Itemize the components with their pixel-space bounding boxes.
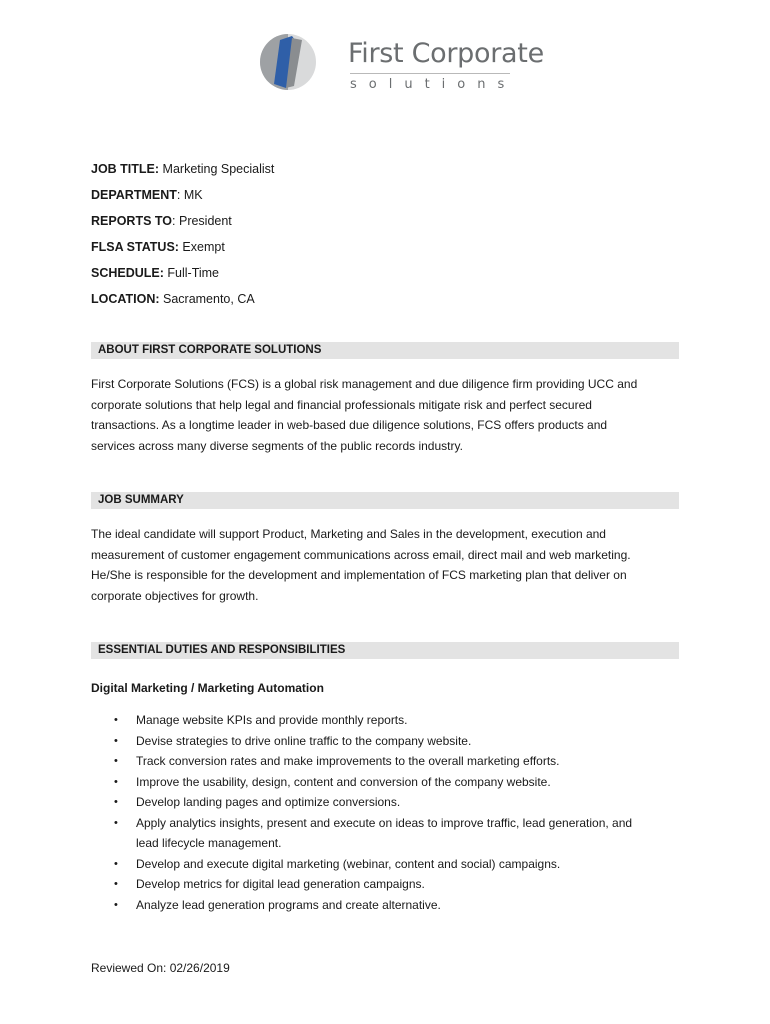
- list-item: • Develop landing pages and optimize conversions.: [114, 795, 401, 809]
- list-item: • Manage website KPIs and provide monthly reports.: [114, 713, 408, 727]
- duties-subheading: Digital Marketing / Marketing Automation: [91, 681, 324, 695]
- reviewed-date: Reviewed On: 02/26/2019: [91, 961, 230, 975]
- meta-schedule: SCHEDULE: Full-Time: [91, 266, 220, 280]
- list-item: • Develop metrics for digital lead generation campaigns.: [114, 877, 425, 891]
- list-item: • Improve the usability, design, content and conversion of the company website.: [114, 774, 551, 789]
- summary-heading: JOB SUMMARY: [91, 492, 679, 509]
- list-item: • Develop and execute digital marketing (webinar, content and social) campaigns.: [114, 856, 561, 871]
- about-heading: ABOUT FIRST CORPORATE SOLUTIONS: [91, 342, 679, 359]
- summary-paragraph: The ideal candidate will support Product, Marketing and Sales in the development, execution and measurement of customer engagement communications across email, direct mail and web marketing. He/She is responsible for the development and implementation of FCS marketing plan that deliver on corporate objectives for growth.: [91, 527, 631, 603]
- list-item: • Apply analytics insights, present and execute on ideas to improve traffic, lead generation, and lead lifecycle management.: [114, 815, 633, 850]
- list-item: • Track conversion rates and make improvements to the overall marketing efforts.: [114, 754, 560, 768]
- duties-heading: ESSENTIAL DUTIES AND RESPONSIBILITIES: [91, 642, 679, 659]
- meta-department: DEPARTMENT: MK: [91, 188, 203, 202]
- list-item: • Analyze lead generation programs and create alternative.: [114, 897, 441, 912]
- logo-company-name: First Corporate: [348, 38, 544, 69]
- list-item: • Devise strategies to drive online traffic to the company website.: [114, 733, 472, 748]
- duties-list: [112, 710, 692, 915]
- fcs-logo-mark-icon: [258, 32, 318, 92]
- meta-reports-to: REPORTS TO: President: [91, 214, 232, 228]
- meta-location: LOCATION: Sacramento, CA: [91, 292, 255, 306]
- about-paragraph: First Corporate Solutions (FCS) is a global risk management and due diligence firm providing UCC and corporate solutions that help legal and financial professionals mitigate risk and perfect secured transactions. As a longtime leader in web-based due diligence solutions, FCS offers products and services across many diverse segments of the public records industry.: [91, 377, 638, 453]
- logo-tagline: solutions: [350, 77, 517, 92]
- job-meta: [91, 160, 274, 316]
- meta-flsa-status: FLSA STATUS: Exempt: [91, 240, 225, 254]
- logo-divider: [350, 73, 510, 74]
- company-logo: [258, 32, 544, 94]
- meta-job-title: JOB TITLE: Marketing Specialist: [91, 162, 275, 176]
